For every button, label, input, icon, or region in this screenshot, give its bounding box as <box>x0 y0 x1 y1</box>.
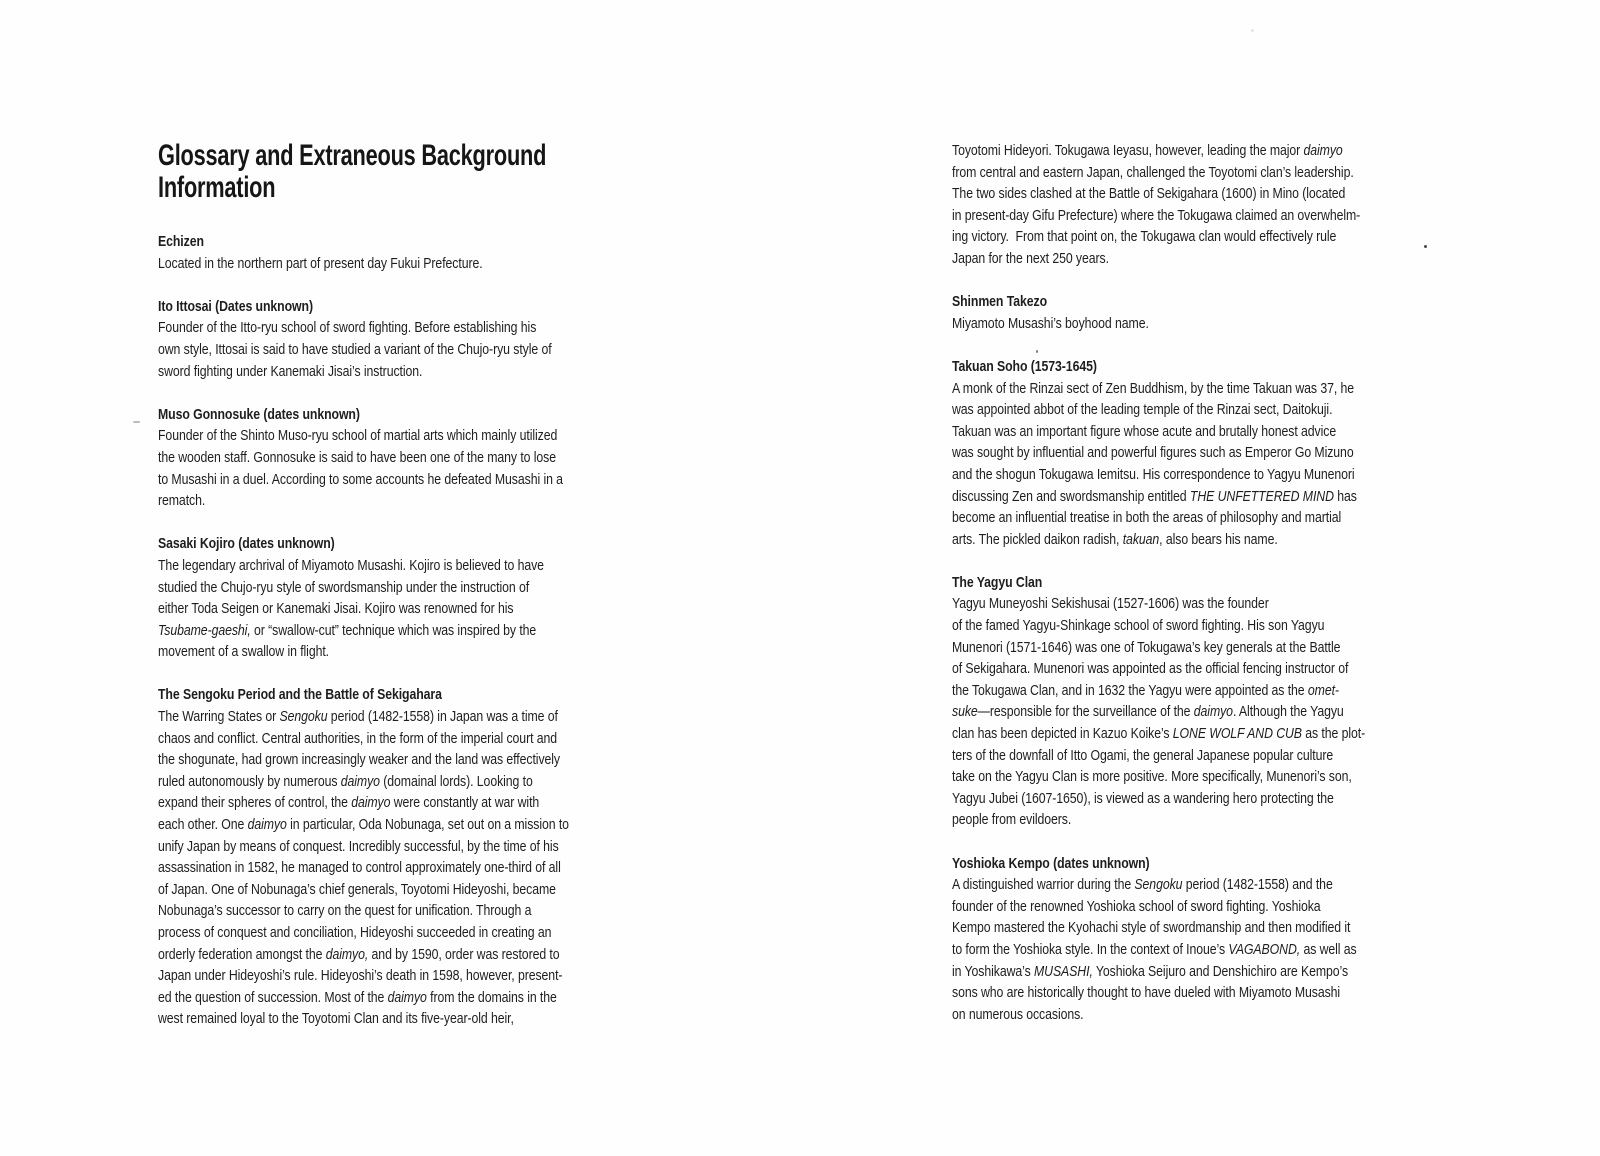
text-run: sword fighting under Kanemaki Jisai’s instruction. <box>158 362 423 380</box>
text-run: Founder of the Shinto Muso-ryu school of martial arts which mainly utilized <box>158 427 558 445</box>
italic-text-run: Tsubame-gaeshi, <box>158 621 251 639</box>
text-run: each other. One <box>158 816 248 834</box>
text-line <box>952 917 1460 939</box>
text-run: in present-day Gifu Prefecture) where the Tokugawa claimed an overwhelm- <box>952 206 1361 224</box>
text-run: to form the Yoshioka style. In the context of Inoue’s <box>952 940 1229 958</box>
page-title <box>158 140 608 204</box>
text-line <box>158 771 666 793</box>
text-run: as the plot- <box>1301 725 1366 743</box>
text-line <box>158 792 666 814</box>
text-run: Yagyu Muneyoshi Sekishusai (1527-1606) was the founder <box>952 595 1269 613</box>
text-run: A monk of the Rinzai sect of Zen Buddhism, by the time Takuan was 37, he <box>952 379 1355 397</box>
text-run: (dates unknown) <box>1049 854 1150 872</box>
text-line <box>952 637 1460 659</box>
text-line <box>952 896 1460 918</box>
text-run: or “swallow-cut” technique which was inspired by the <box>250 621 537 639</box>
italic-text-run: takuan <box>1122 530 1160 548</box>
italic-text-run: daimyo <box>247 816 287 834</box>
text-run: The legendary archrival of Miyamoto Musashi. Kojiro is believed to have <box>158 556 544 574</box>
text-line <box>158 317 666 339</box>
text-line <box>952 529 1460 551</box>
text-line <box>952 183 1460 205</box>
glossary-entry-takuan-soho <box>952 356 1460 550</box>
bold-text-run: Shinmen Takezo <box>952 293 1048 311</box>
text-run: (dates unknown) <box>234 535 335 553</box>
scan-speck <box>1424 245 1427 248</box>
text-line <box>952 788 1460 810</box>
bold-text-run: The Yagyu Clan <box>952 573 1043 591</box>
text-line <box>952 745 1460 767</box>
text-line <box>158 469 666 491</box>
text-run: discussing Zen and swordsmanship entitled <box>952 487 1190 505</box>
text-run: arts. The pickled daikon radish, <box>952 530 1123 548</box>
entry-heading <box>158 533 666 555</box>
text-run: the shogunate, had grown increasingly weaker and the land was effectively <box>158 751 561 769</box>
bold-text-run: The Sengoku Period and the Battle of Sekigahara <box>158 686 442 704</box>
italic-text-run: suke <box>952 703 978 721</box>
text-line <box>952 442 1460 464</box>
text-line <box>952 205 1460 227</box>
text-run: take on the Yagyu Clan is more positive. More specifically, Munenori’s son, <box>952 768 1352 786</box>
text-run: west remained loyal to the Toyotomi Clan and its five-year-old heir, <box>158 1010 514 1028</box>
text-line <box>952 874 1460 896</box>
text-line <box>952 486 1460 508</box>
glossary-entry-sasaki-kojiro <box>158 533 666 663</box>
text-line <box>952 399 1460 421</box>
entry-heading <box>158 404 666 426</box>
text-line <box>158 425 666 447</box>
text-run: the Tokugawa Clan, and in 1632 the Yagyu were appointed as the <box>952 681 1308 699</box>
scan-speck <box>133 421 140 423</box>
text-run: Japan for the next 250 years. <box>952 249 1109 267</box>
left-column <box>158 140 666 1030</box>
text-run: Munenori (1571-1646) was one of Tokugawa’s key generals at the Battle <box>952 638 1341 656</box>
text-run: founder of the renowned Yoshioka school of sword fighting. Yoshioka <box>952 897 1321 915</box>
text-line <box>952 1004 1460 1026</box>
italic-text-run: daimyo <box>351 794 391 812</box>
text-line <box>158 879 666 901</box>
text-run: process of conquest and conciliation, Hideyoshi succeeded in creating an <box>158 924 552 941</box>
scan-speck <box>1036 350 1038 353</box>
text-run: The two sides clashed at the Battle of Sekigahara (1600) in Mino (located <box>952 185 1346 203</box>
italic-text-run: Sengoku <box>279 708 328 726</box>
text-line <box>158 555 666 577</box>
text-run: from the domains in the <box>426 988 557 1006</box>
text-line <box>952 248 1460 270</box>
text-line <box>952 464 1460 486</box>
glossary-entry-muso-gonnosuke <box>158 404 666 512</box>
entry-heading <box>158 231 666 253</box>
text-line <box>158 598 666 620</box>
text-line <box>952 507 1460 529</box>
text-run: from central and eastern Japan, challenged the Toyotomi clan’s leadership. <box>952 163 1354 181</box>
right-column-entries <box>952 140 1460 1025</box>
italic-text-run: daimyo <box>340 772 380 790</box>
text-line <box>158 922 666 944</box>
text-line <box>158 253 666 275</box>
text-line <box>952 701 1460 723</box>
text-run: has <box>1333 487 1357 505</box>
text-run: own style, Ittosai is said to have studied a variant of the Chujo-ryu style of <box>158 340 552 358</box>
text-line <box>952 140 1460 162</box>
glossary-entry-echizen <box>158 231 666 274</box>
text-run: ruled autonomously by numerous <box>158 772 341 790</box>
bold-text-run: Yoshioka Kempo <box>952 854 1050 872</box>
italic-text-run: daimyo <box>387 988 427 1006</box>
text-run: . Although the Yagyu <box>1232 703 1344 721</box>
text-run: chaos and conflict. Central authorities, in the form of the imperial court and <box>158 729 558 747</box>
text-run: to Musashi in a duel. According to some accounts he defeated Musashi in a <box>158 470 563 488</box>
text-run: ed the question of succession. Most of the <box>158 988 388 1006</box>
text-run: The Warring States or <box>158 708 280 726</box>
text-run: Takuan was an important figure whose acute and brutally honest advice <box>952 422 1337 440</box>
text-line <box>158 900 666 922</box>
text-run: the wooden staff. Gonnosuke is said to have been one of the many to lose <box>158 448 556 466</box>
text-run: and the shogun Tokugawa Iemitsu. His correspondence to Yagyu Munenori <box>952 465 1355 483</box>
glossary-entry-sengoku-period-battle-of-sekigahara <box>158 684 666 1030</box>
text-run: Toyotomi Hideyori. Tokugawa Ieyasu, however, leading the major <box>952 142 1304 159</box>
text-run: —responsible for the surveillance of the <box>977 703 1194 721</box>
text-line <box>158 577 666 599</box>
bold-text-run: Echizen <box>158 233 204 250</box>
text-run: was appointed abbot of the leading temple of the Rinzai sect, Daitokuji. <box>952 401 1333 419</box>
entry-heading <box>952 572 1460 594</box>
text-run: in Yoshikawa’s <box>952 962 1034 980</box>
text-run: period (1482-1558) in Japan was a time of <box>327 708 558 726</box>
text-line <box>158 814 666 836</box>
text-line <box>158 944 666 966</box>
glossary-entry-sekigahara-continuation <box>952 140 1460 270</box>
text-run: sons who are historically thought to have dueled with Miyamoto Musashi <box>952 984 1341 1002</box>
text-line <box>952 593 1460 615</box>
text-run: Located in the northern part of present day Fukui Prefecture. <box>158 254 483 272</box>
text-line <box>952 939 1460 961</box>
text-run: movement of a swallow in flight. <box>158 643 330 661</box>
italic-text-run: MUSASHI, <box>1033 962 1093 980</box>
text-run: people from evildoers. <box>952 811 1072 829</box>
text-run: either Toda Seigen or Kanemaki Jisai. Kojiro was renowned for his <box>158 600 514 618</box>
text-run: assassination in 1582, he managed to control approximately one-third of all <box>158 859 561 877</box>
entry-heading <box>952 356 1460 378</box>
text-run: rematch. <box>158 492 206 510</box>
italic-text-run: daimyo, <box>325 945 369 963</box>
glossary-entry-shinmen-takezo <box>952 291 1460 334</box>
text-run: unify Japan by means of conquest. Incredibly successful, by the time of his <box>158 837 559 855</box>
text-run: A distinguished warrior during the <box>952 876 1135 894</box>
text-run: Yagyu Jubei (1607-1650), is viewed as a wandering hero protecting the <box>952 789 1334 807</box>
text-run: (dates unknown) <box>260 405 360 423</box>
text-line <box>952 421 1460 443</box>
page-title-line-1: Glossary and Extraneous Background <box>158 139 547 172</box>
text-run: studied the Chujo-ryu style of swordsmanship under the instruction of <box>158 578 530 596</box>
text-run: was sought by influential and powerful figures such as Emperor Go Mizuno <box>952 444 1354 462</box>
text-line <box>158 447 666 469</box>
right-column <box>952 140 1460 1025</box>
text-run: orderly federation amongst the <box>158 945 326 963</box>
glossary-entry-yoshioka-kempo <box>952 853 1460 1026</box>
text-line <box>158 749 666 771</box>
text-run: Kempo mastered the Kyohachi style of swordmanship and then modified it <box>952 919 1351 937</box>
italic-text-run: daimyo <box>1193 703 1233 721</box>
text-line <box>952 961 1460 983</box>
bold-text-run: Takuan Soho <box>952 357 1028 375</box>
text-line <box>158 987 666 1009</box>
text-run: ing victory. From that point on, the Tokugawa clan would effectively rule <box>952 228 1337 246</box>
text-run: Founder of the Itto-ryu school of sword fighting. Before establishing his <box>158 319 537 337</box>
text-run: on numerous occasions. <box>952 1005 1084 1023</box>
text-run: as well as <box>1300 940 1357 958</box>
text-line <box>158 339 666 361</box>
text-line <box>158 641 666 663</box>
italic-text-run: omet- <box>1307 681 1339 699</box>
text-run: , also bears his name. <box>1159 530 1278 548</box>
text-line <box>158 1008 666 1030</box>
text-line <box>158 728 666 750</box>
text-run: of Japan. One of Nobunaga’s chief generals, Toyotomi Hideyoshi, became <box>158 880 556 898</box>
text-line <box>952 680 1460 702</box>
entry-heading <box>158 296 666 318</box>
text-line <box>158 965 666 987</box>
text-line <box>952 378 1460 400</box>
text-line <box>158 620 666 642</box>
text-run: of the famed Yagyu-Shinkage school of sword fighting. His son Yagyu <box>952 617 1325 635</box>
entry-heading <box>158 684 666 706</box>
text-line <box>952 615 1460 637</box>
text-run: Yoshioka Seijuro and Denshichiro are Kempo’s <box>1092 962 1349 980</box>
text-run: of Sekigahara. Munenori was appointed as the official fencing instructor of <box>952 660 1349 678</box>
text-line <box>952 226 1460 248</box>
bold-text-run: Sasaki Kojiro <box>158 535 235 553</box>
scan-speck <box>1251 29 1254 32</box>
text-line <box>952 809 1460 831</box>
entry-heading <box>952 853 1460 875</box>
glossary-entry-yagyu-clan <box>952 572 1460 831</box>
italic-text-run: LONE WOLF AND CUB <box>1172 725 1302 743</box>
text-line <box>158 490 666 512</box>
text-line <box>158 857 666 879</box>
text-run: in particular, Oda Nobunaga, set out on a mission to <box>286 816 569 834</box>
left-column-entries <box>158 231 666 1030</box>
text-line <box>952 723 1460 745</box>
bold-text-run: Muso Gonnosuke <box>158 405 261 423</box>
italic-text-run: VAGABOND, <box>1228 940 1301 958</box>
text-run: Japan under Hideyoshi’s rule. Hideyoshi’s death in 1598, however, present- <box>158 967 563 985</box>
text-run: (1573-1645) <box>1027 357 1097 375</box>
entry-heading <box>952 291 1460 313</box>
text-run: (domainal lords). Looking to <box>379 772 533 790</box>
bold-text-run: Ito Ittosai <box>158 297 212 315</box>
text-run: Nobunaga’s successor to carry on the quest for unification. Through a <box>158 902 532 920</box>
italic-text-run: daimyo <box>1303 142 1343 159</box>
italic-text-run: Sengoku <box>1134 876 1183 894</box>
text-run: expand their spheres of control, the <box>158 794 352 812</box>
text-line <box>952 982 1460 1004</box>
text-line <box>952 766 1460 788</box>
text-line <box>158 706 666 728</box>
text-run: and by 1590, order was restored to <box>368 945 560 963</box>
glossary-entry-ito-ittosai <box>158 296 666 382</box>
text-run: were constantly at war with <box>390 794 540 812</box>
text-line <box>158 361 666 383</box>
text-line <box>952 658 1460 680</box>
text-run: become an influential treatise in both the areas of philosophy and martial <box>952 509 1342 527</box>
text-run: clan has been depicted in Kazuo Koike’s <box>952 725 1173 743</box>
text-run: (Dates unknown) <box>211 297 313 315</box>
text-line <box>952 313 1460 335</box>
italic-text-run: THE UNFETTERED MIND <box>1189 487 1334 505</box>
text-run: period (1482-1558) and the <box>1182 876 1333 894</box>
text-line <box>158 836 666 858</box>
page-title-line-2: Information <box>158 171 276 204</box>
text-run: Miyamoto Musashi’s boyhood name. <box>952 314 1149 332</box>
text-run: ters of the downfall of Itto Ogami, the general Japanese popular culture <box>952 746 1334 764</box>
text-line <box>952 162 1460 184</box>
